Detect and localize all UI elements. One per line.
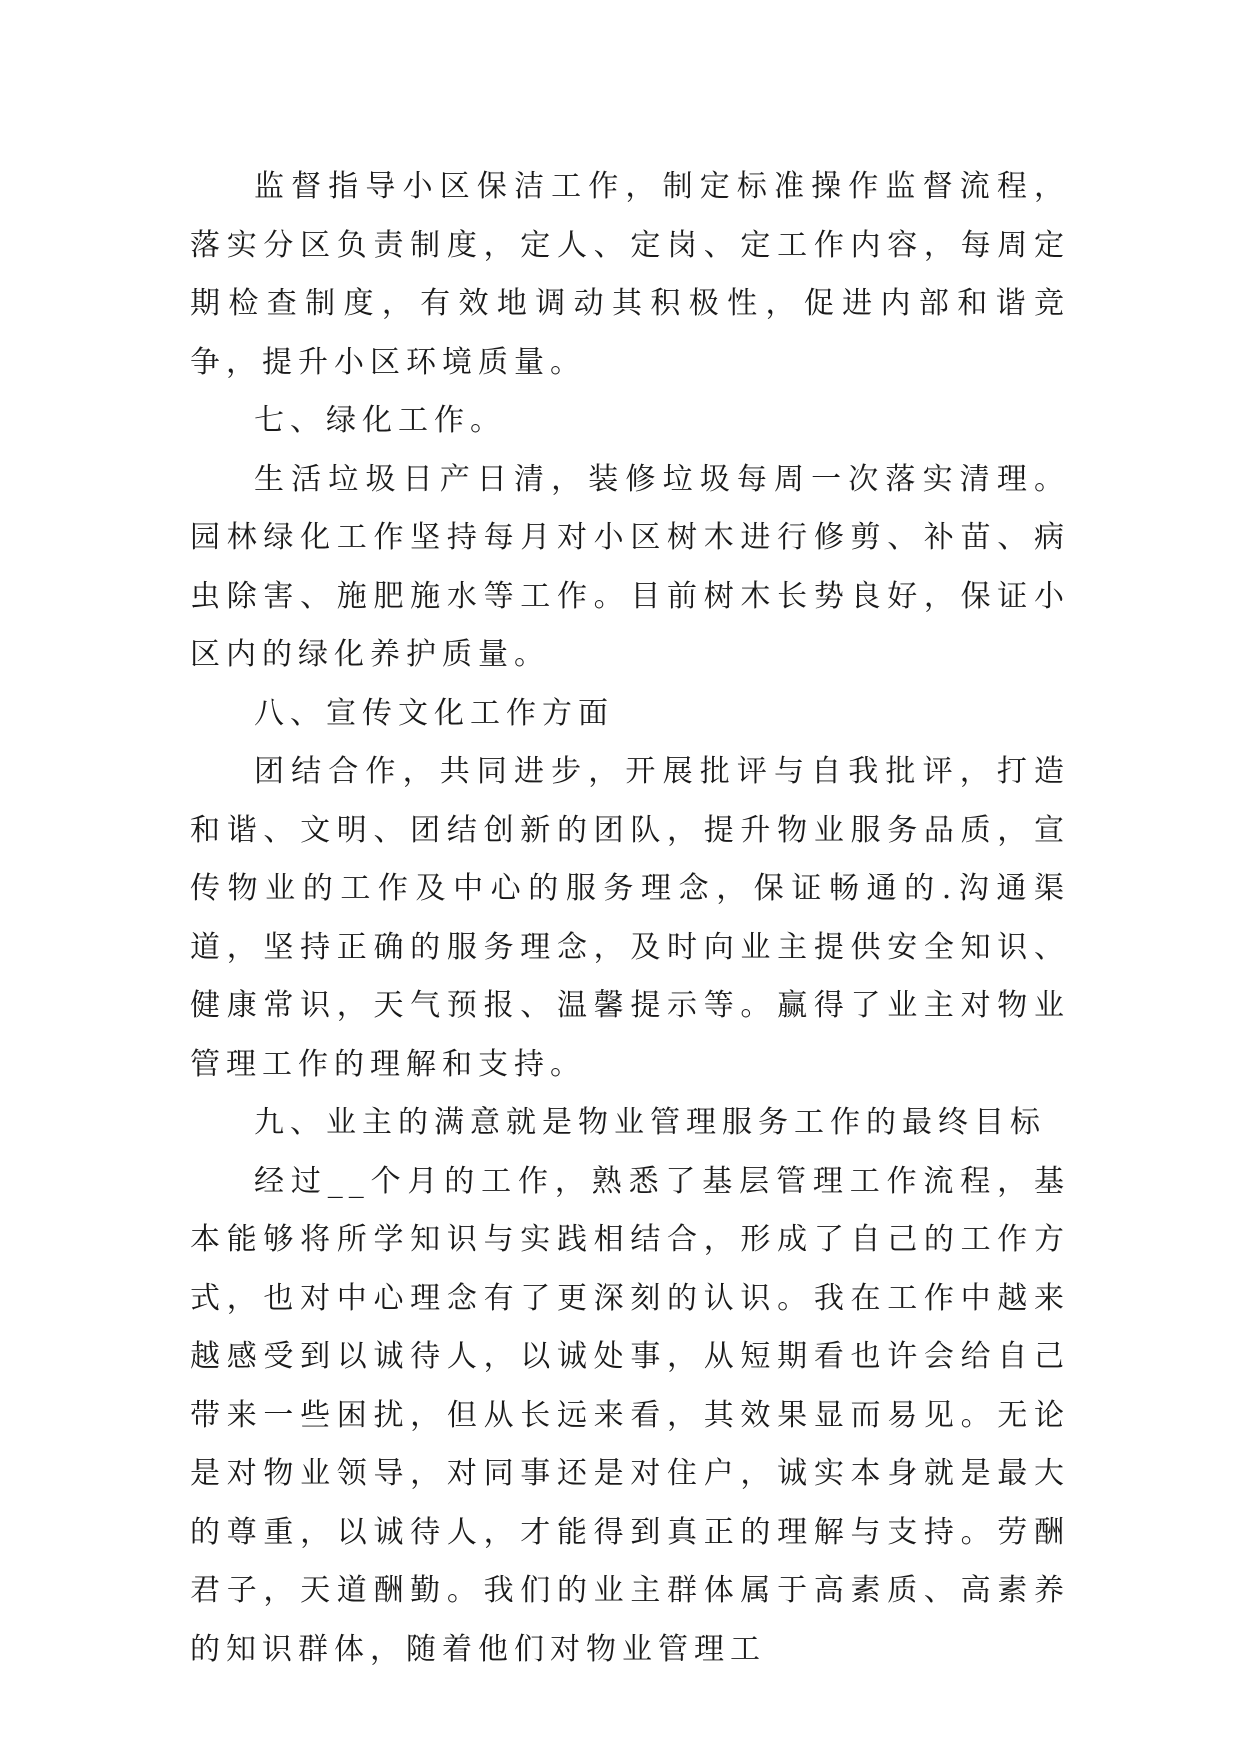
paragraph-publicity-culture: 团结合作，共同进步，开展批评与自我批评，打造和谐、文明、团结创新的团队，提升物业服务品质，宣传物业的工作及中心的服务理念，保证畅通的.沟通渠道，坚持正确的服务理念，及时向业主提供安全知识、健康常识，天气预报、温馨提示等。赢得了业主对物业管理工作的理解和支持。 bbox=[190, 754, 1070, 1082]
paragraph-greening: 生活垃圾日产日清，装修垃圾每周一次落实清理。园林绿化工作坚持每月对小区树木进行修剪、补苗、病虫除害、施肥施水等工作。目前树木长势良好，保证小区内的绿化养护质量。 bbox=[190, 461, 1070, 672]
heading-greening: 七、绿化工作。 bbox=[254, 403, 506, 438]
heading-owner-satisfaction: 九、业主的满意就是物业管理服务工作的最终目标 bbox=[254, 1105, 1046, 1140]
paragraph-cleaning: 监督指导小区保洁工作，制定标准操作监督流程，落实分区负责制度，定人、定岗、定工作内容，每周定期检查制度，有效地调动其积极性，促进内部和谐竞争，提升小区环境质量。 bbox=[190, 169, 1070, 380]
heading-publicity-culture: 八、宣传文化工作方面 bbox=[254, 695, 614, 731]
paragraph-owner-satisfaction: 经过__个月的工作，熟悉了基层管理工作流程，基本能够将所学知识与实践相结合，形成了自己的工作方式，也对中心理念有了更深刻的认识。我在工作中越来越感受到以诚待人，以诚处事，从短期看也许会给自己带来一些困扰，但从长远来看，其效果显而易见。无论是对物业领导，对同事还是对住户，诚实本身就是最大的尊重，以诚待人，才能得到真正的理解与支持。劳酬君子，天道酬勤。我们的业主群体属于高素质、高素养的知识群体，随着他们对物业管理工 bbox=[190, 1163, 1070, 1667]
document-body bbox=[190, 158, 1070, 1679]
